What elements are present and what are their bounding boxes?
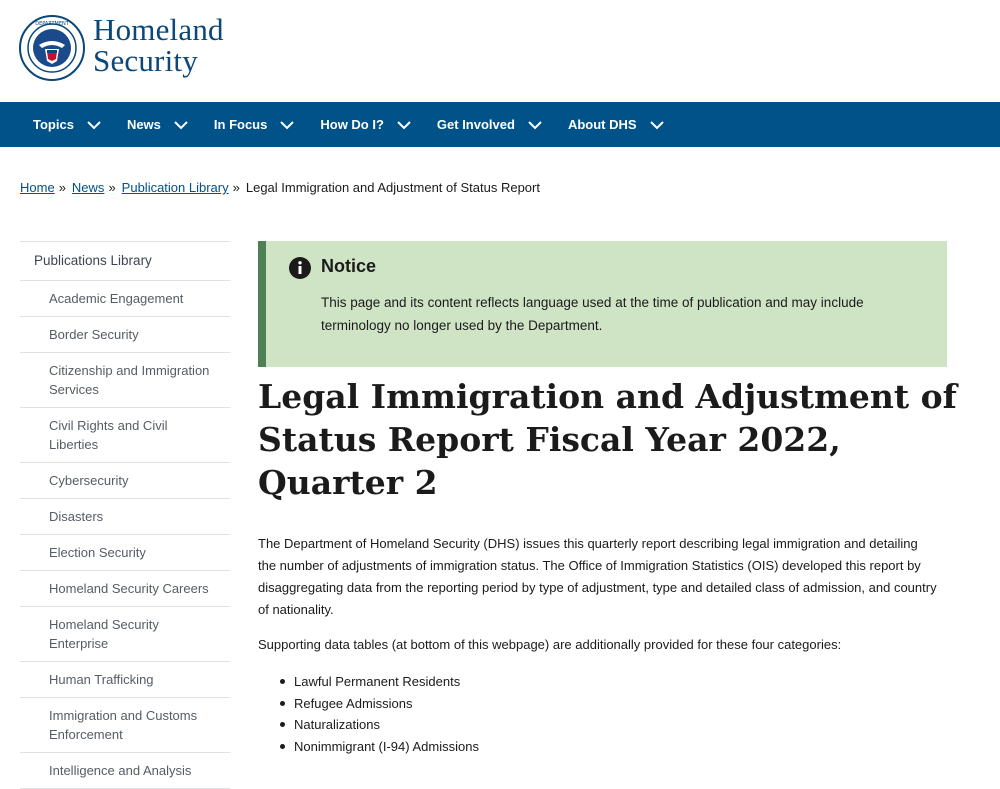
nav-item-label: How Do I? bbox=[320, 117, 384, 132]
breadcrumb-link-home[interactable]: Home bbox=[20, 180, 55, 195]
list-item: Naturalizations bbox=[278, 714, 479, 736]
nav-item-get-involved[interactable] bbox=[437, 117, 543, 132]
main-nav bbox=[0, 102, 1000, 147]
nav-item-label: In Focus bbox=[213, 117, 268, 132]
site-brand[interactable] bbox=[93, 14, 224, 76]
list-item: Refugee Admissions bbox=[278, 693, 479, 715]
chevron-down-icon bbox=[173, 120, 189, 130]
breadcrumb-current: Legal Immigration and Adjustment of Status Report bbox=[245, 180, 540, 195]
sidebar-item-human-trafficking[interactable]: Human Trafficking bbox=[20, 662, 230, 698]
category-list bbox=[278, 671, 479, 757]
svg-text:DEPARTMENT: DEPARTMENT bbox=[35, 21, 69, 27]
sidebar-item-academic-engagement[interactable]: Academic Engagement bbox=[20, 281, 230, 317]
breadcrumb-separator: » bbox=[232, 180, 240, 195]
sidebar-item-disasters[interactable]: Disasters bbox=[20, 499, 230, 535]
sidebar-item-election-security[interactable]: Election Security bbox=[20, 535, 230, 571]
breadcrumb-separator: » bbox=[108, 180, 116, 195]
notice-title: Notice bbox=[321, 256, 377, 276]
brand-line-1: Homeland bbox=[93, 12, 224, 47]
dhs-seal-icon[interactable] bbox=[19, 15, 85, 81]
nav-item-label: Get Involved bbox=[436, 117, 515, 132]
sidebar-item-civil-rights[interactable]: Civil Rights and Civil Liberties bbox=[20, 408, 230, 463]
chevron-down-icon bbox=[86, 120, 102, 130]
breadcrumb-link-publication-library[interactable]: Publication Library bbox=[121, 180, 229, 195]
nav-item-topics[interactable] bbox=[33, 117, 102, 132]
nav-item-about-dhs[interactable] bbox=[568, 117, 665, 132]
breadcrumb-separator: » bbox=[58, 180, 66, 195]
nav-item-in-focus[interactable] bbox=[214, 117, 295, 132]
sidebar-item-publications-library[interactable]: Publications Library bbox=[20, 242, 230, 281]
page-title: Legal Immigration and Adjustment of Status Report Fiscal Year 2022, Quarter 2 bbox=[258, 377, 957, 502]
nav-item-how-do-i[interactable] bbox=[320, 117, 412, 132]
sidebar-item-enterprise[interactable]: Homeland Security Enterprise bbox=[20, 607, 230, 662]
notice-text: This page and its content reflects language used at the time of publication and may include terminology no longer used by the Department. bbox=[321, 295, 864, 333]
sidebar-item-intelligence[interactable]: Intelligence and Analysis bbox=[20, 753, 230, 789]
notice-alert bbox=[258, 241, 947, 367]
chevron-down-icon bbox=[649, 120, 665, 130]
nav-item-label: About DHS bbox=[567, 117, 637, 132]
sidebar-item-careers[interactable]: Homeland Security Careers bbox=[20, 571, 230, 607]
sidebar-item-border-security[interactable]: Border Security bbox=[20, 317, 230, 353]
site-header bbox=[0, 0, 1000, 102]
sidebar-item-cybersecurity[interactable]: Cybersecurity bbox=[20, 463, 230, 499]
breadcrumb bbox=[20, 180, 540, 195]
chevron-down-icon bbox=[279, 120, 295, 130]
sidebar-nav bbox=[20, 241, 230, 789]
nav-item-news[interactable] bbox=[127, 117, 189, 132]
brand-line-2: Security bbox=[93, 43, 198, 78]
breadcrumb-link-news[interactable]: News bbox=[71, 180, 105, 195]
sidebar-item-citizenship[interactable]: Citizenship and Immigration Services bbox=[20, 353, 230, 408]
intro-paragraph: The Department of Homeland Security (DHS) issues this quarterly report describing legal immigration and detailing the number of adjustments of immigration status. The Office of Immigration Statistics (OIS) developed this report by disaggregating data from the reporting period by type of adjustment, type and detailed class of admission, and country of nationality. bbox=[258, 536, 937, 617]
chevron-down-icon bbox=[527, 120, 543, 130]
support-paragraph: Supporting data tables (at bottom of this webpage) are additionally provided for these four categories: bbox=[258, 637, 842, 652]
sidebar-item-ice[interactable]: Immigration and Customs Enforcement bbox=[20, 698, 230, 753]
nav-item-label: Topics bbox=[33, 117, 74, 132]
list-item: Nonimmigrant (I-94) Admissions bbox=[278, 736, 479, 758]
list-item: Lawful Permanent Residents bbox=[278, 671, 479, 693]
nav-item-label: News bbox=[126, 117, 161, 132]
info-icon bbox=[288, 256, 312, 280]
chevron-down-icon bbox=[396, 120, 412, 130]
